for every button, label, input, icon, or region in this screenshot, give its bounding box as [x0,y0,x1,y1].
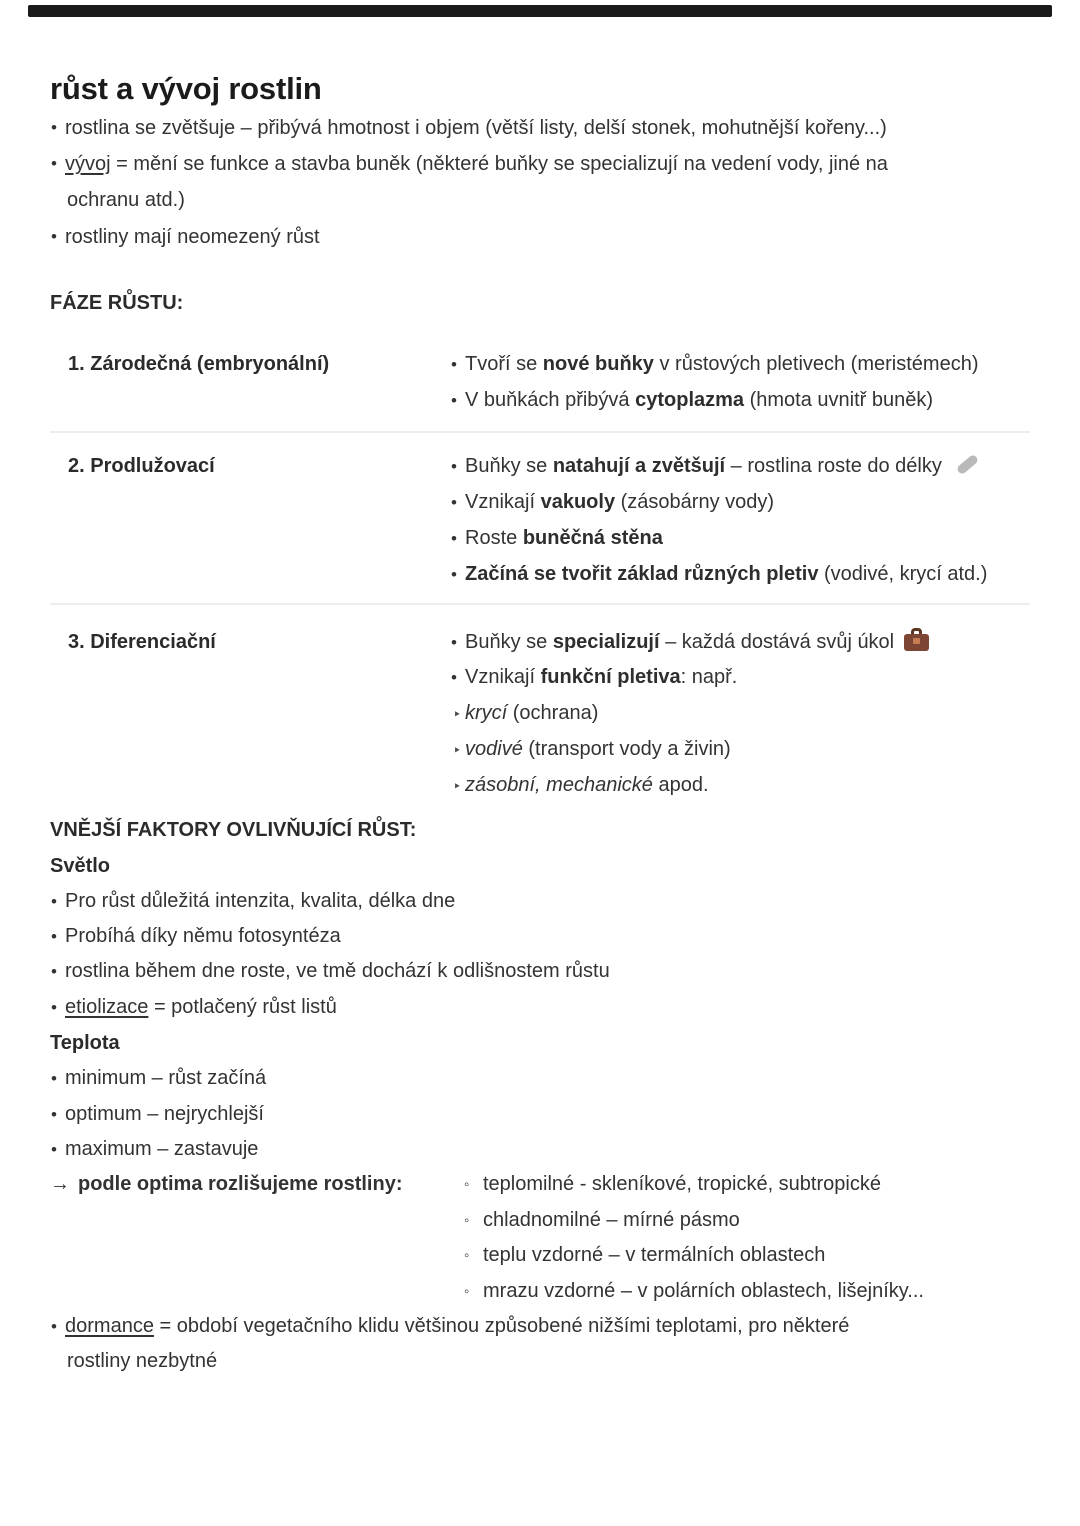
optima-label: podle optima rozlišujeme rostliny: [78,1173,403,1196]
text: chladnomilné – mírné pásmo [483,1208,740,1231]
light-bullet-3: rostlina během dne roste, ve tmě dochází k odlišnostem růstu [65,960,610,983]
phase-label: 3. Diferenciační [68,630,216,653]
list-item [50,219,1030,255]
phase-details [450,347,1030,419]
list-item [450,521,1030,557]
list-item [450,449,1030,485]
list-item [50,1061,1030,1096]
bullet-icon: • [451,529,457,548]
text: mrazu vzdorné – v polárních oblastech, lišejníky... [483,1279,924,1302]
dormancy-text: = období vegetačního klidu většinou způsobené nižšími teplotami, pro některé [153,1315,850,1338]
list-item [50,1132,1030,1167]
list-item [50,884,1030,919]
intro-bullet-3: rostliny mají neomezený růst [65,225,320,248]
text: – každá dostává svůj úkol [659,630,895,653]
circle-bullet-icon: ◦ [464,1247,470,1265]
text-bold: vakuoly [540,491,616,514]
bullet-icon: • [451,632,457,652]
bullet-icon: • [51,118,57,137]
text: Vznikají [465,491,541,514]
list-item-continuation [50,1344,1030,1379]
text: Roste [465,527,523,549]
light-bullet-1: Pro růst důležitá intenzita, kvalita, délka dne [65,889,456,912]
term-vyvoj: vývoj [65,153,111,176]
text: (transport vody a živin) [522,737,731,760]
bullet-icon: • [51,962,57,982]
list-item-continuation [50,182,1030,218]
phase-details [450,625,1030,804]
table-row [50,345,1030,434]
sub-list-item [450,732,1030,768]
text: Vznikají [465,666,541,689]
list-item [50,919,1030,954]
text: (hmota uvnitř buněk) [744,388,934,411]
list-item [450,485,1030,521]
briefcase-icon [904,628,929,651]
text-bold: natahují a zvětšují [552,455,726,478]
bullet-icon: • [51,1317,57,1337]
list-item [450,625,1030,661]
text: (ochrana) [507,702,599,725]
text-bold: cytoplazma [635,388,745,411]
text: Tvoří se [465,352,543,375]
document-content [50,0,1030,1380]
bullet-icon: • [451,493,457,513]
text-italic: krycí [465,702,508,725]
temp-bullet-2: optimum – nejrychlejší [65,1102,264,1125]
briefcase-clasp [913,638,920,644]
phase-details [450,449,1030,592]
table-row [50,605,1030,804]
phases-table [50,345,1030,804]
term-etiolizace: etiolizace [65,995,149,1018]
bullet-icon: • [51,891,57,911]
text-bold: specializují [552,630,660,653]
text: apod. [652,773,709,796]
bullet-icon: • [451,668,457,688]
list-item [50,954,1030,989]
text-italic: zásobní, mechanické [465,773,653,796]
sub-bullet-icon: ‣ [453,777,462,794]
circle-bullet-icon: ◦ [464,1282,470,1300]
text: (zásobárny vody) [615,491,775,514]
bullet-icon: • [451,354,457,374]
bullet-icon: • [51,997,57,1017]
bullet-icon: • [51,154,57,174]
sub-bullet-icon: ‣ [453,706,462,723]
text-bold: buněčná stěna [522,527,663,549]
intro-section [50,110,1030,255]
bullet-icon: • [51,226,57,246]
bullet-icon: • [451,457,457,477]
pencil-icon [956,454,979,476]
light-bullet-4: = potlačený růst listů [148,995,337,1018]
text-bold: nové buňky [542,352,654,375]
plant-type-item [50,1238,1030,1273]
intro-bullet-1: rostlina se zvětšuje – přibývá hmotnost i objem (větší listy, delší stonek, mohutnější kořeny...) [65,117,887,139]
text: teplomilné - skleníkové, tropické, subtropické [483,1173,881,1196]
list-item [50,1097,1030,1132]
text: teplu vzdorné – v termálních oblastech [483,1244,826,1267]
circle-bullet-icon: ◦ [464,1211,470,1229]
list-item [50,146,1030,182]
list-item [50,990,1030,1025]
list-item [450,660,1030,696]
table-row [50,433,1030,604]
temp-bullet-1: minimum – růst začíná [65,1067,267,1090]
sub-bullet-icon: ‣ [453,741,462,758]
text: v růstových pletivech (meristémech) [653,352,979,375]
bullet-icon: • [51,1069,57,1089]
external-factors-heading: VNĚJŠÍ FAKTORY OVLIVŇUJÍCÍ RŮST: [50,818,417,841]
bullet-icon: • [51,926,57,946]
text: V buňkách přibývá [465,388,636,411]
list-item [50,110,1030,146]
text: (vodivé, krycí atd.) [818,562,988,585]
light-heading: Světlo [50,854,111,877]
term-dormance: dormance [65,1315,154,1338]
text-italic: vodivé [465,737,523,760]
list-item [50,1309,1030,1344]
circle-bullet-icon: ◦ [464,1176,470,1194]
optima-line [50,1167,1030,1202]
temp-bullet-3: maximum – zastavuje [65,1138,259,1161]
plant-type-item [50,1274,1030,1309]
plant-type-item [50,1203,1030,1238]
list-item [450,383,1030,419]
sub-list-item [450,768,1030,804]
text: Buňky se [465,455,553,478]
bullet-icon: • [451,564,457,584]
intro-bullet-2-cont: ochranu atd.) [67,189,185,212]
text: – rostlina roste do délky [725,455,942,478]
bullet-icon: • [51,1140,57,1160]
intro-bullet-2: = mění se funkce a stavba buněk (některé buňky se specializují na vedení vody, jiné na [110,153,888,176]
dormancy-text-cont: rostliny nezbytné [67,1350,218,1373]
arrow-right-icon: → [50,1173,70,1196]
phase-label: 1. Zárodečná (embryonální) [68,352,330,375]
text: : např. [680,666,738,689]
list-item [450,347,1030,383]
page-title: růst a vývoj rostlin [50,71,322,106]
phases-heading: FÁZE RŮSTU: [50,291,184,314]
plant-type-item [464,1167,881,1202]
phase-label: 2. Prodlužovací [68,455,215,478]
text-bold: funkční pletiva [540,666,681,689]
bullet-icon: • [51,1104,57,1124]
text: Buňky se [465,630,553,653]
light-bullet-2: Probíhá díky němu fotosyntéza [65,924,341,947]
sub-list-item [450,696,1030,732]
temperature-heading: Teplota [50,1032,120,1055]
list-item [450,557,1030,593]
bullet-icon: • [451,390,457,410]
text-bold: Začíná se tvořit základ různých pletiv [465,562,819,585]
